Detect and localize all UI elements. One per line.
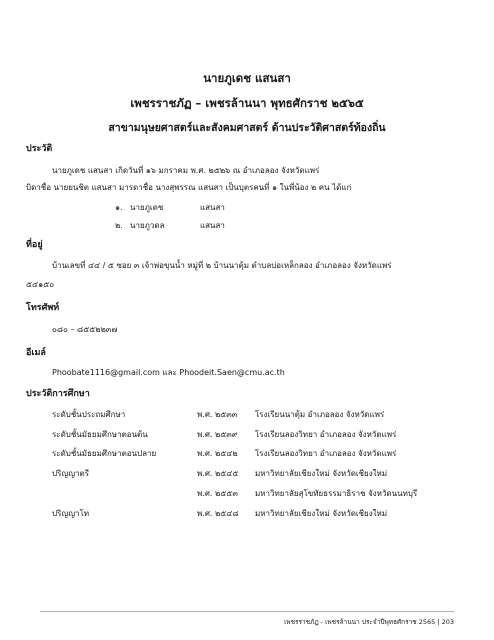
sibling-2-name: นายภูวดล <box>130 221 165 230</box>
address-heading: ที่อยู่ <box>26 240 43 250</box>
phone-heading: โทรศัพท์ <box>26 303 60 313</box>
department-title: สาขามนุษยศาสตร์และสังคมศาสตร์ ด้านประวัติศาสตร์ท้องถิ่น <box>108 122 386 134</box>
education-year: พ.ศ. ๒๕๔๘ <box>197 509 239 518</box>
education-year: พ.ศ. ๒๕๔๕ <box>197 469 239 478</box>
education-school: มหาวิทยาลัยสุโขทัยธรรมาธิราช จังหวัดนนทบุรี <box>255 489 418 498</box>
email-value: Phoobate1116@gmail.com และ Phoodeit.Saen@cmu.ac.th <box>52 368 285 377</box>
education-school: โรงเรียนนาตุ้ม อำเภอลอง จังหวัดแพร่ <box>255 410 385 419</box>
education-heading: ประวัติการศึกษา <box>26 389 90 399</box>
education-school: โรงเรียนลองวิทยา อำเภอลอง จังหวัดแพร่ <box>255 430 397 439</box>
sibling-2-surname: แสนสา <box>200 221 225 230</box>
person-name: นายภูเดช แสนสา <box>203 71 291 85</box>
biography-heading: ประวัติ <box>26 144 53 154</box>
education-level: ระดับชั้นมัธยมศึกษาตอนต้น <box>52 430 148 439</box>
education-year: พ.ศ. ๒๕๓๓ <box>197 410 238 419</box>
education-level: ปริญญาตรี <box>52 469 89 478</box>
sibling-1-surname: แสนสา <box>200 203 225 212</box>
biography-line-2: บิดาชื่อ นายยนชิต แสนสา มารดาชื่อ นางสุพรรณ แสนสา เป็นบุตรคนที่ ๑ ในพี่น้อง ๒ คน ได้แก่ <box>26 183 352 192</box>
education-level: ระดับชั้นประถมศึกษา <box>52 410 126 419</box>
education-school: มหาวิทยาลัยเชียงใหม่ จังหวัดเชียงใหม่ <box>255 469 388 478</box>
sibling-2-number: ๒. <box>115 221 123 230</box>
biography-line-1: นายภูเดช แสนสา เกิดวันที่ ๑๖ มกราคม พ.ศ. ๒๕๒๖ ณ อำเภอลอง จังหวัดแพร่ <box>52 166 320 175</box>
education-level: ปริญญาโท <box>52 509 90 518</box>
footer-divider <box>40 611 454 612</box>
phone-value: ๐๘๐ – ๘๕๕๒๒๓๗ <box>52 325 118 334</box>
address-line-2: ๕๔๑๕๐ <box>26 280 55 289</box>
education-year: พ.ศ. ๒๕๕๓ <box>197 489 238 498</box>
award-subtitle: เพชรราชภัฏ – เพชรล้านนา พุทธศักราช ๒๕๖๕ <box>130 96 364 110</box>
page-footer: เพชรราชภัฏ - เพชรล้านนา ประจำปีพุทธศักราช 2565 | 203 <box>284 618 454 626</box>
education-year: พ.ศ. ๒๕๓๙ <box>197 430 238 439</box>
education-level: ระดับชั้นมัธยมศึกษาตอนปลาย <box>52 449 157 458</box>
email-heading: อีเมล์ <box>26 348 46 358</box>
education-year: พ.ศ. ๒๕๔๒ <box>197 449 238 458</box>
sibling-1-number: ๑. <box>115 203 123 212</box>
sibling-1-name: นายภูเดช <box>130 203 164 212</box>
address-line-1: บ้านเลขที่ ๔๔ / ๕ ซอย ๓ เจ้าพ่อขุนน้ำ หมู่ที่ ๒ บ้านนาตุ้ม ตำบลบ่อเหล็กลอง อำเภอลอง จังหวัดแพร่ <box>52 261 392 270</box>
education-school: โรงเรียนลองวิทยา อำเภอลอง จังหวัดแพร่ <box>255 449 397 458</box>
education-school: มหาวิทยาลัยเชียงใหม่ จังหวัดเชียงใหม่ <box>255 509 388 518</box>
